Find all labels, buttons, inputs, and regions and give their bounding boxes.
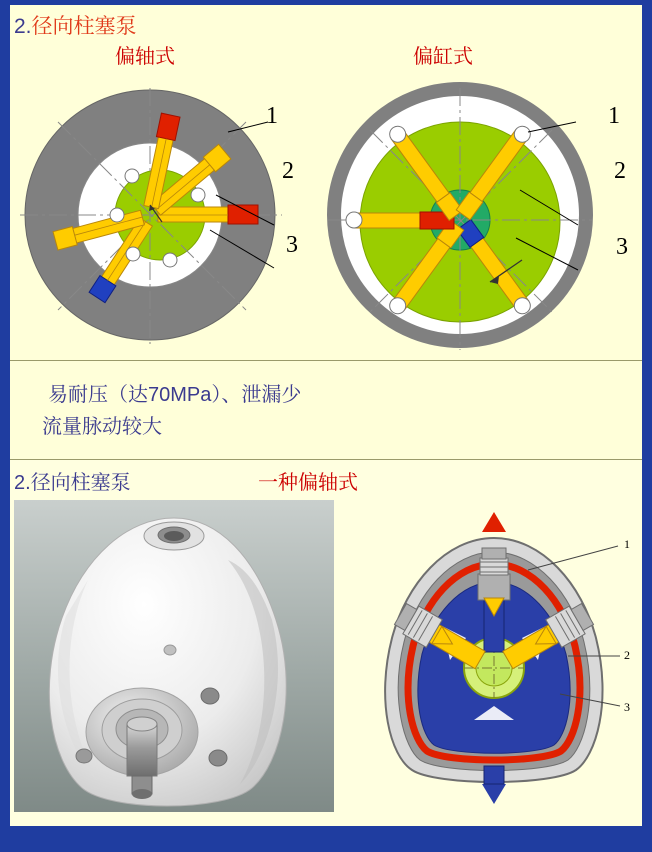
note-line-1: 易耐压（达70MPa）、泄漏少 bbox=[48, 384, 302, 406]
page-title bbox=[14, 10, 137, 40]
frame-bottom bbox=[0, 826, 652, 852]
divider-mid bbox=[10, 459, 642, 460]
section2-title-text: 径向柱塞泵 bbox=[30, 472, 131, 494]
section2-title-number: 2. bbox=[14, 472, 31, 494]
subtitle-right: 偏缸式 bbox=[413, 46, 473, 68]
page-title-text: 径向柱塞泵 bbox=[31, 15, 137, 38]
diagram-three-piston-section bbox=[346, 498, 642, 818]
section2-subtitle: 一种偏轴式 bbox=[258, 472, 358, 494]
note-line-2: 流量脉动较大 bbox=[42, 416, 162, 438]
frame-right bbox=[642, 0, 652, 852]
bottom-callout-1: 1 bbox=[624, 537, 630, 551]
left-callout-2: 2 bbox=[282, 158, 294, 184]
right-callout-2: 2 bbox=[614, 158, 626, 184]
bottom-callout-3: 3 bbox=[624, 700, 630, 714]
subtitle-left: 偏轴式 bbox=[115, 46, 175, 68]
left-callout-1: 1 bbox=[266, 103, 278, 129]
diagram-eccentric-cylinder bbox=[320, 70, 630, 360]
right-callout-1: 1 bbox=[608, 103, 620, 129]
left-callout-3: 3 bbox=[286, 232, 298, 258]
page-title-number: 2. bbox=[14, 15, 32, 38]
divider-top bbox=[10, 360, 642, 361]
bottom-callout-2: 2 bbox=[624, 648, 630, 662]
section2-title bbox=[14, 466, 131, 495]
pump-photo bbox=[14, 500, 334, 812]
frame-left bbox=[0, 0, 10, 852]
right-callout-3: 3 bbox=[616, 234, 628, 260]
frame-top bbox=[0, 0, 652, 5]
